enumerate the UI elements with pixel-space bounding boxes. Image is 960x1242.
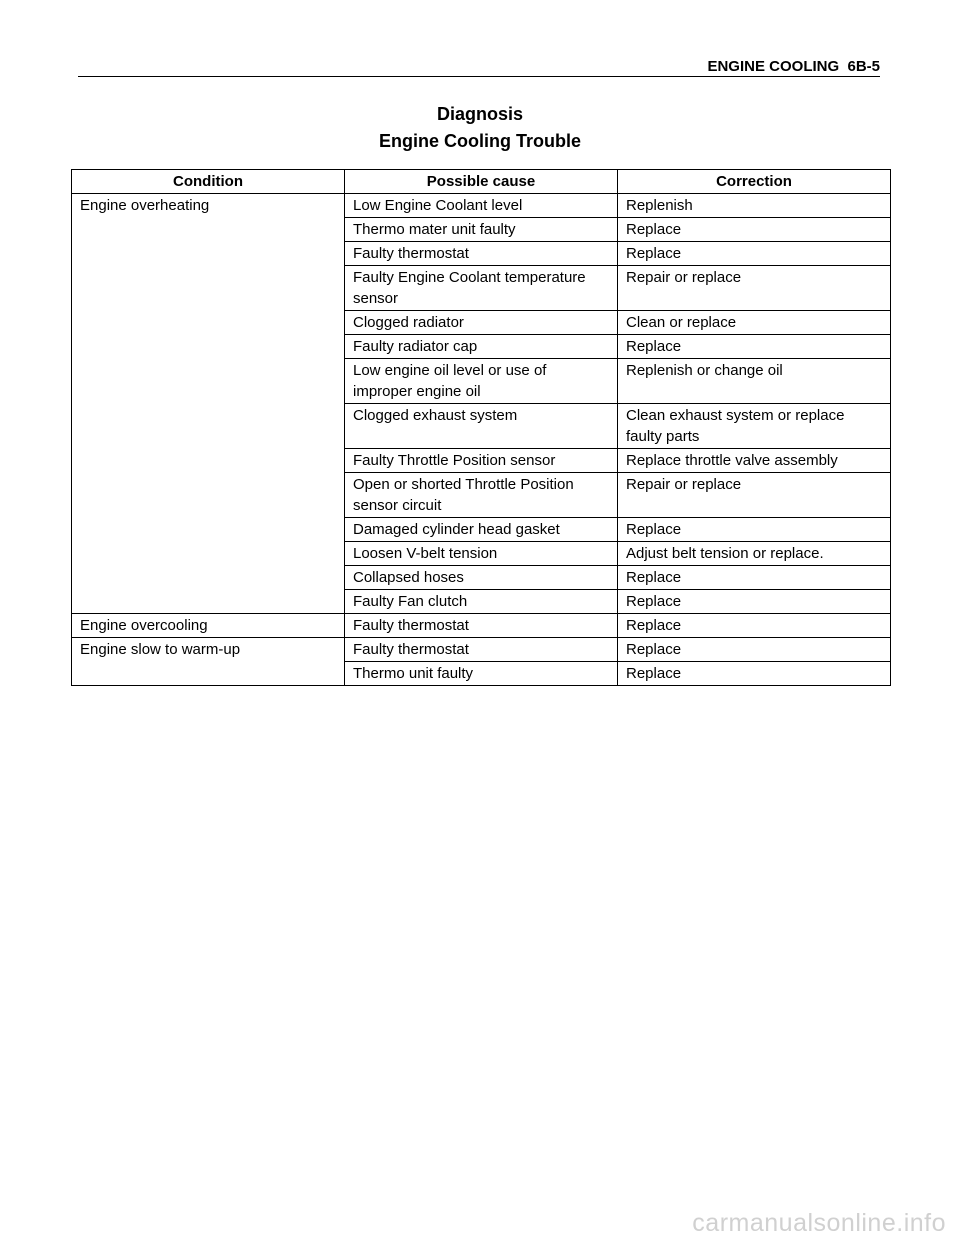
- watermark: carmanualsonline.info: [692, 1209, 946, 1237]
- cause-cell: Faulty thermostat: [345, 242, 618, 266]
- cause-cell: Collapsed hoses: [345, 566, 618, 590]
- table-header-row: [72, 170, 891, 194]
- correction-cell: Repair or replace: [618, 473, 891, 518]
- page-header: [78, 56, 880, 77]
- cause-cell: Clogged exhaust system: [345, 404, 618, 449]
- correction-cell: Clean or replace: [618, 311, 891, 335]
- correction-cell: Replace: [618, 335, 891, 359]
- cause-cell: Faulty thermostat: [345, 638, 618, 662]
- correction-cell: Replenish or change oil: [618, 359, 891, 404]
- column-header-possible-cause: Possible cause: [345, 170, 618, 194]
- correction-cell: Replace: [618, 242, 891, 266]
- cause-cell: Loosen V-belt tension: [345, 542, 618, 566]
- correction-cell: Replace: [618, 218, 891, 242]
- correction-cell: Replenish: [618, 194, 891, 218]
- cause-cell: Damaged cylinder head gasket: [345, 518, 618, 542]
- correction-cell: Clean exhaust system or replace faulty parts: [618, 404, 891, 449]
- cause-cell: Thermo mater unit faulty: [345, 218, 618, 242]
- correction-cell: Adjust belt tension or replace.: [618, 542, 891, 566]
- correction-cell: Replace throttle valve assembly: [618, 449, 891, 473]
- cause-cell: Low engine oil level or use of improper engine oil: [345, 359, 618, 404]
- correction-cell: Repair or replace: [618, 266, 891, 311]
- cause-cell: Faulty Engine Coolant temperature sensor: [345, 266, 618, 311]
- correction-cell: Replace: [618, 638, 891, 662]
- table-row: [72, 194, 891, 218]
- correction-cell: Replace: [618, 566, 891, 590]
- table-row: [72, 638, 891, 662]
- cause-cell: Open or shorted Throttle Position sensor circuit: [345, 473, 618, 518]
- correction-cell: Replace: [618, 614, 891, 638]
- section-title: Diagnosis: [436, 104, 524, 124]
- condition-cell: Engine slow to warm-up: [72, 638, 345, 686]
- cause-cell: Faulty thermostat: [345, 614, 618, 638]
- correction-cell: Replace: [618, 518, 891, 542]
- column-header-correction: Correction: [618, 170, 891, 194]
- condition-cell: Engine overheating: [72, 194, 345, 614]
- table-row: [72, 614, 891, 638]
- condition-cell: Engine overcooling: [72, 614, 345, 638]
- cause-cell: Thermo unit faulty: [345, 662, 618, 686]
- section-subtitle: Engine Cooling Trouble: [379, 131, 581, 151]
- correction-cell: Replace: [618, 662, 891, 686]
- correction-cell: Replace: [618, 590, 891, 614]
- column-header-condition: Condition: [72, 170, 345, 194]
- page-header-text: ENGINE COOLING 6B-5: [707, 58, 880, 75]
- cause-cell: Clogged radiator: [345, 311, 618, 335]
- cause-cell: Faulty radiator cap: [345, 335, 618, 359]
- table-body: [72, 194, 891, 686]
- diagnosis-table: [71, 169, 891, 686]
- cause-cell: Faulty Fan clutch: [345, 590, 618, 614]
- cause-cell: Low Engine Coolant level: [345, 194, 618, 218]
- cause-cell: Faulty Throttle Position sensor: [345, 449, 618, 473]
